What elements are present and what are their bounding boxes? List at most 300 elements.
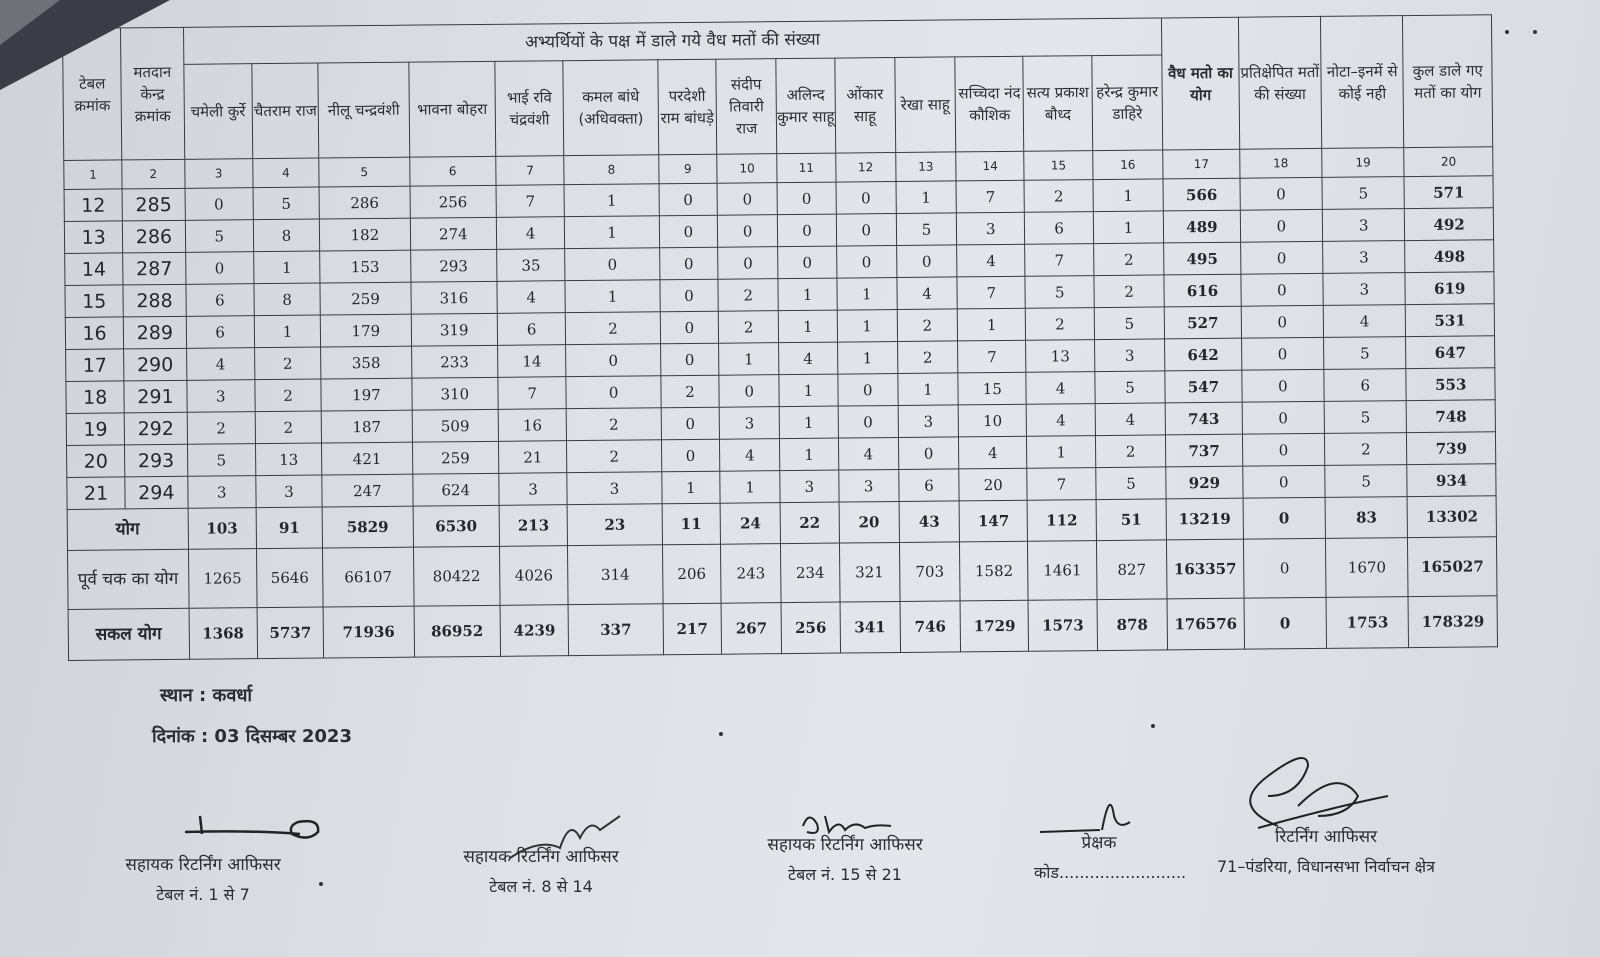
vote-cell: 4	[959, 436, 1028, 469]
total-cell: 748	[1407, 400, 1496, 433]
vote-cell: 3	[898, 405, 959, 438]
vote-cell: 0	[836, 182, 897, 215]
vote-cell: 0	[1242, 465, 1325, 498]
vote-cell: 4	[957, 244, 1026, 277]
vote-cell: 7	[1027, 468, 1096, 501]
vote-cell: 8	[254, 283, 321, 316]
vote-cell: 310	[411, 377, 498, 410]
grand-total-row-cell: 1753	[1326, 597, 1409, 649]
vote-cell: 0	[1240, 177, 1323, 210]
vote-cell: 2	[567, 440, 662, 473]
vote-cell: 0	[1242, 401, 1325, 434]
total-cell: 492	[1405, 208, 1494, 241]
grand-total-row-cell: 1368	[189, 608, 258, 660]
total-cell: 498	[1405, 240, 1494, 273]
vote-cell: 1	[837, 309, 898, 342]
vote-cell: 3	[187, 476, 256, 509]
sum-row-cell: 13302	[1407, 496, 1496, 538]
vote-cell: 0	[566, 344, 661, 377]
vote-cell: 1	[896, 181, 957, 214]
vote-cell: 6	[186, 284, 255, 317]
total-cell: 553	[1406, 368, 1495, 401]
speck	[1533, 30, 1537, 34]
vote-cell: 1	[720, 471, 781, 504]
column-index: 16	[1092, 150, 1163, 180]
vote-cell: 13	[255, 443, 322, 476]
previous-round-row-cell: 1265	[188, 549, 257, 609]
sum-row-label: योग	[67, 508, 188, 550]
vote-cell: 4	[496, 217, 565, 250]
column-index: 13	[896, 152, 957, 182]
previous-round-row-label: पूर्व चक का योग	[68, 549, 189, 609]
sum-row-cell: 91	[256, 507, 323, 549]
vote-cell: 2	[254, 347, 321, 380]
vote-cell: 2	[567, 408, 662, 441]
vote-cell: 7	[496, 185, 565, 218]
speck	[719, 732, 723, 736]
vote-cell: 4	[1026, 372, 1095, 405]
header-candidate: कमल बांधे (अधिवक्ता)	[563, 60, 658, 156]
column-index: 4	[253, 158, 320, 188]
sum-row-cell: 147	[959, 500, 1028, 542]
vote-cell: 1	[1093, 179, 1164, 212]
vote-cell: 316	[411, 281, 498, 314]
vote-cell: 0	[566, 376, 661, 409]
vote-cell: 5	[1094, 307, 1165, 340]
booth-number-cell: 287	[123, 252, 186, 285]
vote-cell: 0	[659, 183, 718, 216]
header-candidate: ओंकार साहू	[834, 58, 895, 154]
total-cell: 489	[1164, 210, 1241, 243]
vote-cell: 3	[186, 380, 255, 413]
vote-cell: 7	[956, 180, 1025, 213]
total-cell: 642	[1165, 338, 1242, 371]
booth-number-cell: 294	[125, 476, 188, 509]
vote-cell: 3	[719, 407, 780, 440]
vote-cell: 15	[958, 372, 1027, 405]
total-cell: 929	[1166, 466, 1243, 499]
date-label: दिनांक : 03 दिसम्बर 2023	[152, 726, 352, 747]
header-valid-total: वैध मतो का योग	[1162, 17, 1240, 150]
column-index: 19	[1322, 148, 1405, 178]
column-index: 17	[1163, 149, 1240, 179]
vote-cell: 0	[896, 245, 957, 278]
vote-cell: 5	[1322, 177, 1405, 210]
grand-total-row-cell: 71936	[323, 606, 414, 658]
vote-cell: 286	[319, 186, 410, 219]
grand-total-row-cell: 256	[781, 602, 840, 654]
vote-cell: 0	[898, 437, 959, 470]
header-candidate: रेखा साहू	[895, 57, 956, 153]
grand-total-row-cell: 746	[900, 601, 961, 653]
vote-cell: 2	[566, 312, 661, 345]
total-cell: 743	[1165, 402, 1242, 435]
header-rejected: प्रतिक्षेपित मतों की संख्या	[1238, 16, 1322, 149]
header-nota: नोटा–इनमें से कोई नही	[1320, 16, 1404, 149]
vote-cell: 0	[659, 215, 718, 248]
sum-row-cell: 112	[1028, 500, 1097, 542]
total-cell: 531	[1406, 304, 1495, 337]
total-cell: 647	[1406, 336, 1495, 369]
total-cell: 616	[1164, 274, 1241, 307]
column-index: 1	[64, 160, 123, 190]
signature-block-2	[436, 842, 646, 902]
speck	[1151, 724, 1155, 728]
vote-cell: 0	[1241, 305, 1324, 338]
vote-cell: 2	[897, 341, 958, 374]
vote-cell: 4	[1027, 404, 1096, 437]
vote-cell: 1	[564, 184, 659, 217]
previous-round-row-cell: 165027	[1408, 537, 1497, 597]
vote-cell: 2	[187, 412, 256, 445]
total-cell: 737	[1166, 434, 1243, 467]
vote-cell: 4	[897, 277, 958, 310]
vote-cell: 2	[1094, 275, 1165, 308]
header-booth-no: मतदान केन्द्र क्रमांक	[121, 27, 185, 160]
previous-round-row-cell: 163357	[1167, 539, 1244, 599]
total-cell: 619	[1405, 272, 1494, 305]
column-index: 11	[777, 153, 836, 183]
grand-total-row-cell: 176576	[1167, 598, 1244, 650]
vote-cell: 1	[1093, 211, 1164, 244]
observer-block	[1034, 828, 1187, 888]
vote-cell: 1	[565, 216, 660, 249]
vote-cell: 0	[1240, 209, 1323, 242]
previous-round-row-cell: 5646	[256, 548, 323, 608]
vote-cell: 3	[1323, 241, 1406, 274]
grand-total-row-cell: 217	[663, 603, 722, 655]
total-cell: 739	[1407, 432, 1496, 465]
header-candidate: सच्चिदा नंद कौशिक	[955, 56, 1024, 152]
previous-round-row-cell: 314	[568, 545, 663, 605]
header-candidate: संदीप तिवारी राज	[716, 59, 777, 155]
speck	[1505, 30, 1509, 34]
vote-cell: 3	[1322, 209, 1405, 242]
vote-cell: 358	[321, 346, 412, 379]
vote-cell: 624	[412, 473, 499, 506]
sum-row-cell: 23	[567, 504, 662, 546]
grand-total-row-cell: 1573	[1028, 600, 1097, 652]
previous-round-row-cell: 1670	[1325, 538, 1408, 598]
vote-cell: 153	[320, 250, 411, 283]
sig1-title: सहायक रिटर्निंग आफिसर	[125, 855, 281, 875]
vote-cell: 1	[254, 251, 321, 284]
vote-cell: 0	[660, 311, 719, 344]
column-index: 5	[319, 157, 410, 187]
column-index: 9	[659, 154, 718, 184]
vote-cell: 4	[497, 281, 566, 314]
vote-cell: 2	[661, 375, 720, 408]
vote-cell: 0	[1241, 369, 1324, 402]
signature-block-3	[740, 830, 950, 890]
vote-cell: 1	[1027, 436, 1096, 469]
column-index: 3	[184, 159, 253, 189]
vote-cell: 5	[1324, 401, 1407, 434]
vote-cell: 0	[778, 214, 837, 247]
total-cell: 571	[1404, 176, 1493, 209]
ro-sub: 71–पंडरिया, विधानसभा निर्वाचन क्षेत्र	[1217, 857, 1435, 876]
booth-number-cell: 286	[123, 220, 186, 253]
vote-cell: 0	[565, 248, 660, 281]
vote-cell: 6	[1324, 369, 1407, 402]
vote-cell: 1	[565, 280, 660, 313]
vote-cell: 1	[780, 438, 839, 471]
table-number-cell: 20	[67, 445, 126, 478]
vote-cell: 2	[1024, 180, 1093, 213]
table-number-cell: 12	[64, 189, 123, 222]
sum-row-cell: 24	[720, 503, 781, 545]
vote-cell: 0	[1242, 433, 1325, 466]
vote-cell: 1	[719, 343, 780, 376]
previous-round-row-cell: 80422	[413, 546, 500, 606]
place-label: स्थान : कवर्धा	[160, 685, 253, 706]
vote-cell: 3	[256, 475, 323, 508]
vote-cell: 1	[254, 315, 321, 348]
vote-cell: 0	[1240, 241, 1323, 274]
vote-cell: 4	[838, 437, 899, 470]
column-index: 15	[1024, 151, 1093, 181]
sum-row-cell: 43	[899, 501, 960, 543]
vote-cell: 16	[498, 409, 567, 442]
vote-cell: 0	[777, 182, 836, 215]
vote-cell: 2	[255, 379, 322, 412]
vote-cell: 2	[718, 311, 779, 344]
vote-cell: 0	[778, 246, 837, 279]
sig3-sub: टेबल नं. 15 से 21	[788, 865, 902, 884]
vote-cell: 5	[1025, 276, 1094, 309]
vote-cell: 1	[779, 406, 838, 439]
sum-row-cell: 11	[662, 503, 721, 545]
vote-cell: 5	[185, 220, 254, 253]
header-grand-total: कुल डाले गए मतों का योग	[1403, 15, 1493, 148]
vote-cell: 4	[720, 439, 781, 472]
vote-cell: 1	[778, 278, 837, 311]
vote-cell: 3	[567, 472, 662, 505]
sum-row-cell: 6530	[413, 505, 500, 547]
vote-cell: 8	[253, 219, 320, 252]
column-index: 14	[956, 151, 1025, 181]
vote-cell: 7	[1025, 244, 1094, 277]
vote-cell: 6	[1025, 212, 1094, 245]
vote-cell: 2	[1095, 435, 1166, 468]
previous-round-row-cell: 321	[839, 542, 900, 602]
returning-officer-block	[1186, 822, 1466, 882]
booth-number-cell: 291	[124, 380, 187, 413]
header-candidate: भावना बोहरा	[408, 61, 495, 157]
vote-cell: 21	[499, 441, 568, 474]
sig1-sub: टेबल नं. 1 से 7	[156, 885, 250, 904]
grand-total-row-cell: 5737	[257, 607, 324, 659]
speck	[319, 882, 323, 886]
grand-total-row-cell: 86952	[414, 605, 501, 657]
table-number-cell: 17	[66, 349, 125, 382]
vote-cell: 14	[498, 345, 567, 378]
table-number-cell: 14	[65, 253, 124, 286]
vote-cell: 0	[838, 405, 899, 438]
vote-cell: 0	[836, 214, 897, 247]
observer-title: प्रेक्षक	[1081, 833, 1117, 853]
column-index: 8	[564, 155, 659, 185]
vote-cell: 6	[186, 316, 255, 349]
column-index: 20	[1404, 147, 1493, 177]
vote-cell: 5	[187, 444, 256, 477]
observer-code: कोड.........................	[1034, 863, 1187, 882]
previous-round-row-cell: 827	[1096, 540, 1167, 600]
grand-total-row-cell: 337	[568, 604, 663, 656]
grand-total-row-cell: 178329	[1408, 596, 1497, 648]
vote-cell: 1	[837, 341, 898, 374]
column-index: 10	[717, 154, 778, 184]
vote-cell: 509	[412, 409, 499, 442]
vote-cell: 0	[836, 245, 897, 278]
previous-round-row-cell: 0	[1243, 538, 1326, 598]
vote-cell: 247	[322, 474, 413, 507]
booth-number-cell: 292	[124, 412, 187, 445]
previous-round-row-cell: 1461	[1028, 541, 1097, 601]
booth-number-cell: 290	[124, 348, 187, 381]
vote-cell: 0	[1241, 337, 1324, 370]
signature-1	[180, 808, 330, 848]
vote-cell: 5	[896, 213, 957, 246]
header-candidate: चमेली कुर्रे	[183, 64, 252, 160]
sum-row-cell: 5829	[322, 506, 413, 548]
header-candidate: अलिन्द कुमार साहू	[776, 58, 835, 154]
previous-round-row-cell: 703	[899, 542, 960, 602]
previous-round-row-cell: 206	[662, 544, 721, 604]
table-number-cell: 16	[65, 317, 124, 350]
total-cell: 566	[1163, 178, 1240, 211]
vote-cell: 6	[899, 469, 960, 502]
sum-row-cell: 213	[499, 505, 568, 547]
header-table-no: टेबल क्रमांक	[63, 28, 123, 161]
vote-cell: 3	[838, 469, 899, 502]
previous-round-row-cell: 243	[721, 544, 782, 604]
sig2-sub: टेबल नं. 8 से 14	[489, 877, 593, 896]
vote-cell: 13	[1026, 340, 1095, 373]
vote-cell: 2	[1026, 308, 1095, 341]
sum-row-cell: 20	[839, 501, 900, 543]
vote-cell: 319	[411, 313, 498, 346]
grand-total-row-cell: 341	[840, 601, 901, 653]
vote-cell: 1	[779, 374, 838, 407]
grand-total-row-cell: 1729	[960, 600, 1029, 652]
vote-cell: 10	[958, 404, 1027, 437]
vote-cell: 5	[1096, 467, 1167, 500]
table-number-cell: 19	[66, 413, 125, 446]
column-index: 2	[122, 159, 185, 189]
vote-cell: 274	[410, 217, 497, 250]
header-candidate: परदेशी राम बांधड़े	[658, 59, 717, 155]
total-cell: 934	[1407, 464, 1496, 497]
vote-cell: 197	[321, 378, 412, 411]
vote-cell: 0	[1241, 273, 1324, 306]
grand-total-row-label: सकल योग	[68, 608, 189, 660]
vote-cell: 293	[410, 249, 497, 282]
vote-cell: 187	[321, 410, 412, 443]
vote-cell: 4	[1323, 305, 1406, 338]
vote-cell: 182	[320, 218, 411, 251]
vote-cell: 0	[661, 407, 720, 440]
vote-cell: 2	[1324, 433, 1407, 466]
vote-cell: 5	[1095, 371, 1166, 404]
sum-row-cell: 83	[1325, 497, 1408, 539]
column-index: 7	[496, 156, 565, 186]
sum-row-cell: 51	[1096, 499, 1167, 541]
vote-cell: 1	[837, 277, 898, 310]
vote-cell: 1	[957, 308, 1026, 341]
previous-round-row-cell: 1582	[960, 541, 1029, 601]
vote-cell: 4	[186, 348, 255, 381]
vote-cell: 4	[779, 342, 838, 375]
vote-cell: 0	[185, 252, 254, 285]
grand-total-row-cell: 0	[1244, 597, 1327, 649]
table-number-cell: 15	[65, 285, 124, 318]
vote-cell: 259	[320, 282, 411, 315]
vote-cell: 5	[1324, 337, 1407, 370]
vote-cell: 0	[719, 375, 780, 408]
vote-cell: 2	[718, 279, 779, 312]
vote-cell: 4	[1095, 403, 1166, 436]
previous-round-row-cell: 234	[781, 543, 840, 603]
vote-cell: 1	[662, 471, 721, 504]
vote-cell: 6	[497, 313, 566, 346]
vote-cell: 256	[410, 185, 497, 218]
vote-cell: 0	[718, 247, 779, 280]
vote-cell: 0	[837, 373, 898, 406]
total-cell: 495	[1164, 242, 1241, 275]
vote-cell: 0	[661, 439, 720, 472]
vote-cell: 3	[780, 470, 839, 503]
vote-cell: 3	[956, 212, 1025, 245]
grand-total-row-cell: 4239	[500, 605, 569, 657]
table-number-cell: 13	[64, 221, 123, 254]
header-candidate: भाई रवि चंद्रवंशी	[495, 61, 564, 157]
vote-cell: 2	[1093, 243, 1164, 276]
previous-round-row-cell: 66107	[323, 547, 414, 607]
sig2-title: सहायक रिटर्निंग आफिसर	[463, 847, 619, 867]
vote-cell: 0	[717, 183, 778, 216]
vote-cell: 5	[253, 187, 320, 220]
booth-number-cell: 289	[124, 316, 187, 349]
grand-total-row-cell: 878	[1097, 599, 1168, 651]
booth-number-cell: 288	[123, 284, 186, 317]
vote-cell: 5	[1325, 465, 1408, 498]
table-number-cell: 18	[66, 381, 125, 414]
vote-cell: 1	[779, 310, 838, 343]
booth-number-cell: 285	[122, 188, 185, 221]
table-number-cell: 21	[67, 477, 126, 510]
vote-cell: 233	[411, 345, 498, 378]
vote-cell: 0	[660, 343, 719, 376]
vote-cell: 7	[958, 340, 1027, 373]
column-index: 6	[409, 156, 496, 186]
header-candidate: हरेन्द्र कुमार डाहिरे	[1092, 55, 1163, 151]
vote-cell: 2	[255, 411, 322, 444]
sum-row-cell: 22	[780, 502, 839, 544]
header-candidate: चैतराम राज	[252, 63, 319, 159]
grand-total-row-cell: 267	[721, 603, 782, 655]
header-candidates-group: अभ्यर्थियों के पक्ष में डाले गये वैध मतों की संख्या	[183, 18, 1162, 64]
signature-block-1	[98, 850, 308, 910]
vote-cell: 3	[1323, 273, 1406, 306]
total-cell: 547	[1165, 370, 1242, 403]
previous-round-row-cell: 4026	[500, 546, 569, 606]
vote-cell: 0	[660, 279, 719, 312]
vote-cell: 0	[717, 215, 778, 248]
booth-number-cell: 293	[125, 444, 188, 477]
vote-cell: 1	[898, 373, 959, 406]
vote-cell: 7	[498, 377, 567, 410]
